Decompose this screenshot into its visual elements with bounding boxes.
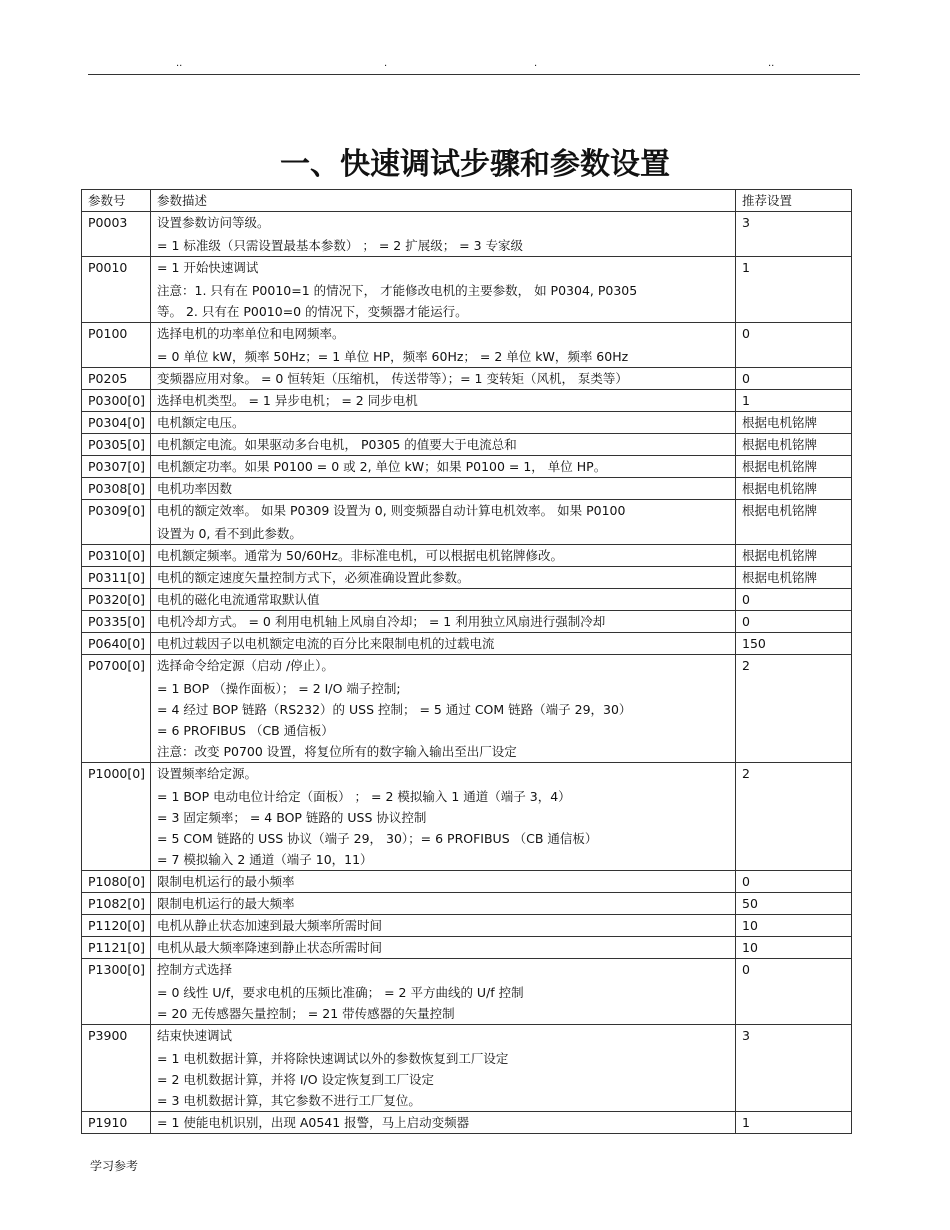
param-number: P0308[0] <box>82 478 151 500</box>
param-number: P0700[0] <box>82 655 151 763</box>
recommended-value: 根据电机铭牌 <box>736 434 852 456</box>
recommended-value: 根据电机铭牌 <box>736 567 852 589</box>
param-number: P0307[0] <box>82 456 151 478</box>
table-row <box>82 456 852 478</box>
description-line: = 6 PROFIBUS （CB 通信板） <box>157 723 334 738</box>
description-line: 等。 2. 只有在 P0010=0 的情况下，变频器才能运行。 <box>157 304 468 319</box>
recommended-value: 根据电机铭牌 <box>736 478 852 500</box>
description-line: = 20 无传感器矢量控制； = 21 带传感器的矢量控制 <box>157 1006 455 1021</box>
param-description <box>151 434 736 456</box>
param-number: P1121[0] <box>82 937 151 959</box>
description-line: = 3 电机数据计算，其它参数不进行工厂复位。 <box>157 1093 421 1108</box>
table-row <box>82 589 852 611</box>
table-row <box>82 390 852 412</box>
param-description <box>151 959 736 1025</box>
param-description <box>151 478 736 500</box>
recommended-value: 0 <box>736 368 852 390</box>
description-line: 电机过载因子以电机额定电流的百分比来限制电机的过载电流 <box>157 636 495 651</box>
recommended-value: 10 <box>736 915 852 937</box>
description-line: 选择电机的功率单位和电网频率。 <box>157 326 345 341</box>
description-line: 电机的额定效率。 如果 P0309 设置为 0, 则变频器自动计算电机效率。 如果 P0100 <box>157 503 626 518</box>
table-row <box>82 567 852 589</box>
description-line: = 2 电机数据计算，并将 I/O 设定恢复到工厂设定 <box>157 1072 435 1087</box>
param-number: P0010 <box>82 257 151 323</box>
param-description <box>151 893 736 915</box>
description-line: 限制电机运行的最小频率 <box>157 874 295 889</box>
param-description <box>151 212 736 257</box>
table-row <box>82 959 852 1025</box>
column-header: 参数号 <box>82 190 151 212</box>
description-line: 电机的额定速度矢量控制方式下，必须准确设置此参数。 <box>157 570 470 585</box>
description-line: = 0 线性 U/f，要求电机的压频比准确； = 2 平方曲线的 U/f 控制 <box>157 985 524 1000</box>
param-number: P0205 <box>82 368 151 390</box>
param-description <box>151 611 736 633</box>
param-number: P0310[0] <box>82 545 151 567</box>
header-mark: .. <box>768 58 775 69</box>
param-number: P0300[0] <box>82 390 151 412</box>
description-line: 变频器应用对象。 = 0 恒转矩（压缩机， 传送带等）；= 1 变转矩（风机， 泵类等） <box>157 371 628 386</box>
header-mark: . <box>534 58 538 69</box>
param-number: P1300[0] <box>82 959 151 1025</box>
recommended-value: 0 <box>736 589 852 611</box>
page-footer: 学习参考 <box>90 1159 139 1173</box>
param-description <box>151 456 736 478</box>
description-line: 注意：1. 只有在 P0010=1 的情况下， 才能修改电机的主要参数， 如 P0304, P0305 <box>157 283 638 298</box>
table-row <box>82 633 852 655</box>
param-description <box>151 655 736 763</box>
param-description <box>151 633 736 655</box>
table-row <box>82 412 852 434</box>
table-row <box>82 1112 852 1134</box>
description-line: = 7 模拟输入 2 通道（端子 10，11） <box>157 852 373 867</box>
recommended-value: 根据电机铭牌 <box>736 500 852 545</box>
recommended-value: 0 <box>736 959 852 1025</box>
param-number: P1910 <box>82 1112 151 1134</box>
param-number: P0309[0] <box>82 500 151 545</box>
page-title: 一、快速调试步骤和参数设置 <box>280 147 670 182</box>
table-row <box>82 478 852 500</box>
recommended-value: 根据电机铭牌 <box>736 545 852 567</box>
param-number: P3900 <box>82 1025 151 1112</box>
param-number: P0100 <box>82 323 151 368</box>
param-description <box>151 390 736 412</box>
description-line: 电机额定频率。通常为 50/60Hz。非标准电机，可以根据电机铭牌修改。 <box>157 548 563 563</box>
table-row <box>82 937 852 959</box>
description-line: 电机从最大频率降速到静止状态所需时间 <box>157 940 383 955</box>
param-number: P0304[0] <box>82 412 151 434</box>
param-number: P1120[0] <box>82 915 151 937</box>
recommended-value: 0 <box>736 323 852 368</box>
recommended-value: 3 <box>736 1025 852 1112</box>
description-line: 控制方式选择 <box>157 962 233 977</box>
description-line: 电机从静止状态加速到最大频率所需时间 <box>157 918 383 933</box>
table-row <box>82 1025 852 1112</box>
recommended-value: 2 <box>736 655 852 763</box>
table-row <box>82 893 852 915</box>
column-header: 推荐设置 <box>736 190 852 212</box>
page-header <box>88 58 860 75</box>
param-number: P1080[0] <box>82 871 151 893</box>
table-row <box>82 500 852 545</box>
description-line: 注意：改变 P0700 设置，将复位所有的数字输入输出至出厂设定 <box>157 744 517 759</box>
param-description <box>151 567 736 589</box>
description-line: 电机冷却方式。 = 0 利用电机轴上风扇自冷却； = 1 利用独立风扇进行强制冷却 <box>157 614 606 629</box>
description-line: 电机额定电压。 <box>157 415 245 430</box>
column-header: 参数描述 <box>151 190 736 212</box>
description-line: = 1 电机数据计算，并将除快速调试以外的参数恢复到工厂设定 <box>157 1051 509 1066</box>
recommended-value: 根据电机铭牌 <box>736 456 852 478</box>
param-description <box>151 500 736 545</box>
param-description <box>151 937 736 959</box>
param-description <box>151 763 736 871</box>
recommended-value: 2 <box>736 763 852 871</box>
param-description <box>151 1112 736 1134</box>
recommended-value: 1 <box>736 257 852 323</box>
recommended-value: 根据电机铭牌 <box>736 412 852 434</box>
description-line: 设置为 0, 看不到此参数。 <box>157 526 302 541</box>
description-line: 选择电机类型。 = 1 异步电机； = 2 同步电机 <box>157 393 418 408</box>
description-line: = 0 单位 kW，频率 50Hz；= 1 单位 HP，频率 60Hz； = 2 单位 kW，频率 60Hz <box>157 349 629 364</box>
param-number: P0305[0] <box>82 434 151 456</box>
description-line: = 1 BOP （操作面板）； = 2 I/O 端子控制; <box>157 681 401 696</box>
description-line: 限制电机运行的最大频率 <box>157 896 295 911</box>
description-line: 电机额定电流。如果驱动多台电机， P0305 的值要大于电流总和 <box>157 437 517 452</box>
description-line: 电机的磁化电流通常取默认值 <box>157 592 320 607</box>
description-line: 结束快速调试 <box>157 1028 233 1043</box>
description-line: = 1 BOP 电动电位计给定（面板） ； = 2 模拟输入 1 通道（端子 3，4） <box>157 789 571 804</box>
recommended-value: 1 <box>736 1112 852 1134</box>
recommended-value: 0 <box>736 871 852 893</box>
description-line: 电机额定功率。如果 P0100 = 0 或 2, 单位 kW；如果 P0100 = 1， 单位 HP。 <box>157 459 607 474</box>
table-row <box>82 323 852 368</box>
param-number: P0640[0] <box>82 633 151 655</box>
table-header-row <box>82 190 852 212</box>
param-description <box>151 589 736 611</box>
table-row <box>82 871 852 893</box>
recommended-value: 1 <box>736 390 852 412</box>
header-mark: .. <box>176 58 183 69</box>
table-row <box>82 257 852 323</box>
param-description <box>151 412 736 434</box>
description-line: 电机功率因数 <box>157 481 233 496</box>
table-row <box>82 655 852 763</box>
recommended-value: 150 <box>736 633 852 655</box>
param-description <box>151 323 736 368</box>
recommended-value: 3 <box>736 212 852 257</box>
description-line: 设置参数访问等级。 <box>157 215 270 230</box>
description-line: = 1 开始快速调试 <box>157 260 259 275</box>
header-mark: . <box>384 58 388 69</box>
description-line: = 4 经过 BOP 链路（RS232）的 USS 控制； = 5 通过 COM 链路（端子 29，30） <box>157 702 632 717</box>
description-line: = 1 标准级（只需设置最基本参数） ； = 2 扩展级； = 3 专家级 <box>157 238 524 253</box>
recommended-value: 0 <box>736 611 852 633</box>
table-row <box>82 368 852 390</box>
table-row <box>82 915 852 937</box>
param-description <box>151 871 736 893</box>
param-number: P0003 <box>82 212 151 257</box>
param-number: P0311[0] <box>82 567 151 589</box>
table-row <box>82 611 852 633</box>
param-number: P1082[0] <box>82 893 151 915</box>
param-number: P0335[0] <box>82 611 151 633</box>
recommended-value: 10 <box>736 937 852 959</box>
description-line: = 5 COM 链路的 USS 协议（端子 29， 30）；= 6 PROFIBUS （CB 通信板） <box>157 831 598 846</box>
param-description <box>151 1025 736 1112</box>
param-description <box>151 915 736 937</box>
param-number: P1000[0] <box>82 763 151 871</box>
description-line: = 1 使能电机识别，出现 A0541 报警，马上启动变频器 <box>157 1115 470 1130</box>
description-line: = 3 固定频率； = 4 BOP 链路的 USS 协议控制 <box>157 810 427 825</box>
param-number: P0320[0] <box>82 589 151 611</box>
param-description <box>151 257 736 323</box>
table-row <box>82 545 852 567</box>
parameter-table <box>81 189 852 1134</box>
recommended-value: 50 <box>736 893 852 915</box>
description-line: 设置频率给定源。 <box>157 766 258 781</box>
table-row <box>82 434 852 456</box>
param-description <box>151 368 736 390</box>
table-row <box>82 763 852 871</box>
param-description <box>151 545 736 567</box>
table-row <box>82 212 852 257</box>
description-line: 选择命令给定源（启动 /停止）。 <box>157 658 334 673</box>
